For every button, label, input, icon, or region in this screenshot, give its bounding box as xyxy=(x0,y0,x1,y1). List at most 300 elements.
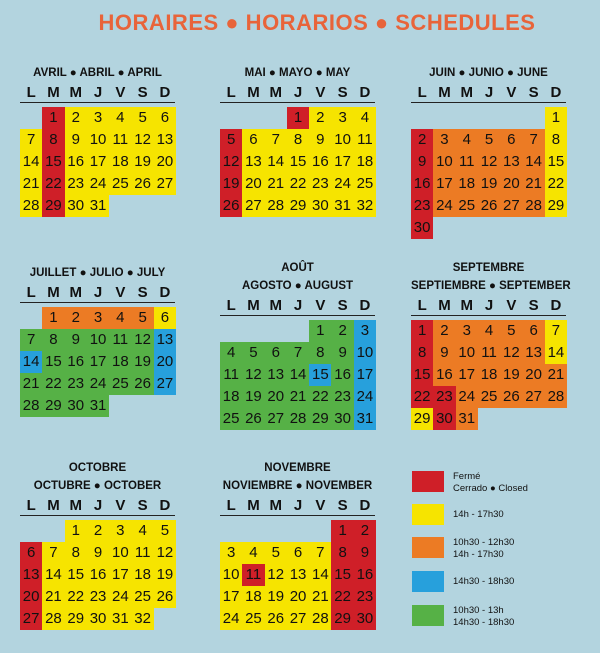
day-cell: 5 xyxy=(500,320,522,342)
month-calendar xyxy=(411,62,566,239)
day-cell: 23 xyxy=(331,386,353,408)
day-cell: 2 xyxy=(65,307,87,329)
day-cell: 4 xyxy=(109,107,131,129)
weekday-label: V xyxy=(115,84,126,101)
day-cell: 21 xyxy=(287,386,309,408)
weekday-label: S xyxy=(528,297,539,314)
day-cell: 18 xyxy=(109,151,131,173)
legend-label xyxy=(453,471,528,495)
weekday-header xyxy=(20,83,175,103)
day-cell: 19 xyxy=(154,564,176,586)
day-cell: 30 xyxy=(309,195,331,217)
day-cell: 16 xyxy=(411,173,433,195)
weekday-label: M xyxy=(438,297,451,314)
day-cell: 18 xyxy=(220,386,242,408)
day-cell: 2 xyxy=(433,320,455,342)
day-cell: 17 xyxy=(87,351,109,373)
empty-cell xyxy=(433,107,455,129)
legend-text-line: 10h30 - 12h30 xyxy=(453,537,515,548)
day-cell: 19 xyxy=(131,151,153,173)
day-cell: 7 xyxy=(545,320,567,342)
day-cell: 6 xyxy=(265,342,287,364)
month-name: OCTUBRE ● OCTOBER xyxy=(33,480,162,492)
day-cell: 8 xyxy=(287,129,309,151)
empty-cell xyxy=(456,107,478,129)
day-cell: 1 xyxy=(287,107,309,129)
weekday-header xyxy=(411,296,566,316)
empty-cell xyxy=(500,107,522,129)
day-cell: 6 xyxy=(287,542,309,564)
day-cell: 1 xyxy=(331,520,353,542)
weekday-label: S xyxy=(337,84,348,101)
day-cell: 22 xyxy=(42,373,64,395)
empty-cell xyxy=(478,107,500,129)
day-cell: 14 xyxy=(545,342,567,364)
weekday-label: S xyxy=(137,84,148,101)
day-cell: 29 xyxy=(545,195,567,217)
legend-text-line: 14h - 17h30 xyxy=(453,549,504,560)
day-cell: 22 xyxy=(411,386,433,408)
empty-cell xyxy=(20,107,42,129)
weekday-label: V xyxy=(506,84,517,101)
day-cell: 11 xyxy=(131,542,153,564)
day-cell: 15 xyxy=(42,351,64,373)
weekday-label: V xyxy=(506,297,517,314)
day-cell: 28 xyxy=(20,195,42,217)
day-cell: 20 xyxy=(154,151,176,173)
day-cell: 30 xyxy=(411,217,433,239)
day-cell: 25 xyxy=(220,408,242,430)
day-cell: 19 xyxy=(220,173,242,195)
day-cell: 27 xyxy=(500,195,522,217)
day-cell: 13 xyxy=(154,129,176,151)
empty-cell xyxy=(242,320,264,342)
weekday-label: L xyxy=(417,297,427,314)
day-cell: 14 xyxy=(522,151,544,173)
legend-label xyxy=(453,537,514,561)
weekday-label: D xyxy=(550,297,562,314)
day-cell: 25 xyxy=(478,386,500,408)
weekday-label: D xyxy=(159,84,171,101)
day-cell: 16 xyxy=(433,364,455,386)
day-cell: 28 xyxy=(309,608,331,630)
day-cell: 8 xyxy=(411,342,433,364)
day-cell: 29 xyxy=(65,608,87,630)
day-cell: 10 xyxy=(87,129,109,151)
weekday-label: M xyxy=(269,84,282,101)
day-cell: 12 xyxy=(500,342,522,364)
weekday-header xyxy=(220,83,375,103)
day-cell: 25 xyxy=(456,195,478,217)
day-cell: 28 xyxy=(265,195,287,217)
day-cell: 29 xyxy=(309,408,331,430)
day-cell: 18 xyxy=(131,564,153,586)
month-calendar xyxy=(220,262,375,430)
day-cell: 23 xyxy=(354,586,376,608)
day-cell: 11 xyxy=(242,564,264,586)
day-cell: 18 xyxy=(354,151,376,173)
weekday-label: L xyxy=(226,497,236,514)
weekday-label: M xyxy=(47,84,60,101)
day-cell: 14 xyxy=(265,151,287,173)
day-cell: 16 xyxy=(87,564,109,586)
weekday-label: J xyxy=(484,84,494,101)
day-cell: 11 xyxy=(220,364,242,386)
day-cell: 5 xyxy=(478,129,500,151)
day-cell: 8 xyxy=(545,129,567,151)
day-cell: 11 xyxy=(109,129,131,151)
day-cell: 11 xyxy=(354,129,376,151)
weekday-label: J xyxy=(484,297,494,314)
empty-cell xyxy=(242,520,264,542)
day-cell: 18 xyxy=(478,364,500,386)
day-cell: 21 xyxy=(42,586,64,608)
day-cell: 9 xyxy=(411,151,433,173)
weekday-label: L xyxy=(26,84,36,101)
day-cell: 10 xyxy=(433,151,455,173)
weekday-label: M xyxy=(247,497,260,514)
day-cell: 30 xyxy=(433,408,455,430)
empty-cell xyxy=(411,107,433,129)
day-cell: 31 xyxy=(87,395,109,417)
day-cell: 13 xyxy=(287,564,309,586)
day-cell: 5 xyxy=(220,129,242,151)
legend-swatch xyxy=(412,571,444,592)
day-cell: 22 xyxy=(65,586,87,608)
day-cell: 28 xyxy=(545,386,567,408)
day-cell: 30 xyxy=(331,408,353,430)
day-cell: 16 xyxy=(354,564,376,586)
day-cell: 5 xyxy=(131,107,153,129)
month-name: AGOSTO ● AUGUST xyxy=(241,280,354,292)
weekday-label: S xyxy=(137,284,148,301)
day-cell: 21 xyxy=(20,373,42,395)
weekday-label: V xyxy=(315,84,326,101)
day-cell: 23 xyxy=(87,586,109,608)
weekday-header xyxy=(220,296,375,316)
day-cell: 26 xyxy=(131,173,153,195)
weekday-label: J xyxy=(293,297,303,314)
day-cell: 27 xyxy=(287,608,309,630)
day-cell: 26 xyxy=(242,408,264,430)
day-cell: 2 xyxy=(309,107,331,129)
day-cell: 21 xyxy=(522,173,544,195)
day-cell: 7 xyxy=(20,329,42,351)
day-cell: 14 xyxy=(42,564,64,586)
day-cell: 7 xyxy=(265,129,287,151)
day-cell: 3 xyxy=(220,542,242,564)
day-cell: 11 xyxy=(478,342,500,364)
day-cell: 13 xyxy=(154,329,176,351)
day-cell: 12 xyxy=(220,151,242,173)
day-cell: 4 xyxy=(456,129,478,151)
day-cell: 2 xyxy=(65,107,87,129)
day-cell: 29 xyxy=(411,408,433,430)
day-cell: 20 xyxy=(265,386,287,408)
day-cell: 26 xyxy=(154,586,176,608)
day-cell: 8 xyxy=(42,329,64,351)
day-cell: 10 xyxy=(220,564,242,586)
weekday-label: J xyxy=(93,284,103,301)
day-cell: 25 xyxy=(109,173,131,195)
day-cell: 22 xyxy=(42,173,64,195)
weekday-label: J xyxy=(293,84,303,101)
day-cell: 30 xyxy=(65,195,87,217)
day-cell: 25 xyxy=(242,608,264,630)
day-cell: 4 xyxy=(109,307,131,329)
legend-text-line: Cerrado ● Closed xyxy=(453,483,528,494)
legend-text-line: 14h30 - 18h30 xyxy=(453,576,515,587)
month-name-line1: OCTOBRE xyxy=(68,462,127,474)
day-cell: 13 xyxy=(20,564,42,586)
weekday-label: M xyxy=(69,497,82,514)
weekday-label: M xyxy=(69,284,82,301)
day-cell: 14 xyxy=(309,564,331,586)
day-cell: 25 xyxy=(354,173,376,195)
day-cell: 22 xyxy=(287,173,309,195)
weekday-label: D xyxy=(550,84,562,101)
day-cell: 15 xyxy=(42,151,64,173)
day-grid xyxy=(220,320,375,430)
month-calendar xyxy=(220,62,375,217)
legend-text-line: 14h30 - 18h30 xyxy=(453,617,515,628)
day-cell: 22 xyxy=(309,386,331,408)
day-cell: 5 xyxy=(265,542,287,564)
legend-swatch xyxy=(412,605,444,626)
day-cell: 31 xyxy=(109,608,131,630)
day-cell: 6 xyxy=(154,307,176,329)
day-cell: 6 xyxy=(242,129,264,151)
weekday-label: L xyxy=(226,84,236,101)
empty-cell xyxy=(42,520,64,542)
day-cell: 31 xyxy=(456,408,478,430)
day-cell: 13 xyxy=(242,151,264,173)
day-cell: 27 xyxy=(242,195,264,217)
empty-cell xyxy=(220,520,242,542)
day-cell: 15 xyxy=(545,151,567,173)
day-cell: 27 xyxy=(154,373,176,395)
day-cell: 12 xyxy=(131,329,153,351)
weekday-label: M xyxy=(247,84,260,101)
day-cell: 27 xyxy=(154,173,176,195)
day-cell: 15 xyxy=(65,564,87,586)
day-cell: 21 xyxy=(265,173,287,195)
day-cell: 27 xyxy=(265,408,287,430)
month-calendar xyxy=(20,462,175,630)
day-cell: 10 xyxy=(331,129,353,151)
day-cell: 29 xyxy=(42,195,64,217)
day-cell: 28 xyxy=(20,395,42,417)
day-grid xyxy=(411,320,566,430)
day-cell: 17 xyxy=(331,151,353,173)
day-cell: 6 xyxy=(154,107,176,129)
day-cell: 21 xyxy=(20,173,42,195)
day-cell: 7 xyxy=(287,342,309,364)
day-cell: 32 xyxy=(354,195,376,217)
day-cell: 5 xyxy=(242,342,264,364)
day-cell: 4 xyxy=(131,520,153,542)
weekday-label: M xyxy=(269,297,282,314)
empty-cell xyxy=(20,520,42,542)
empty-cell xyxy=(309,520,331,542)
day-cell: 11 xyxy=(456,151,478,173)
weekday-label: L xyxy=(226,297,236,314)
legend-label xyxy=(453,576,514,588)
month-name: JUIN ● JUNIO ● JUNE xyxy=(429,67,548,79)
day-cell: 26 xyxy=(265,608,287,630)
day-cell: 27 xyxy=(20,608,42,630)
weekday-label: S xyxy=(337,497,348,514)
weekday-label: D xyxy=(159,497,171,514)
day-cell: 19 xyxy=(242,386,264,408)
day-cell: 19 xyxy=(500,364,522,386)
day-cell: 24 xyxy=(109,586,131,608)
day-cell: 20 xyxy=(287,586,309,608)
day-cell: 3 xyxy=(433,129,455,151)
day-cell: 2 xyxy=(331,320,353,342)
empty-cell xyxy=(220,107,242,129)
weekday-label: M xyxy=(247,297,260,314)
weekday-label: V xyxy=(115,284,126,301)
day-cell: 23 xyxy=(433,386,455,408)
weekday-label: J xyxy=(93,497,103,514)
month-calendar xyxy=(20,262,175,417)
day-cell: 26 xyxy=(220,195,242,217)
day-cell: 16 xyxy=(331,364,353,386)
weekday-label: M xyxy=(69,84,82,101)
legend-text-line: 14h - 17h30 xyxy=(453,509,504,520)
weekday-label: D xyxy=(359,84,371,101)
day-cell: 15 xyxy=(287,151,309,173)
day-cell: 17 xyxy=(109,564,131,586)
day-cell: 31 xyxy=(354,408,376,430)
day-cell: 3 xyxy=(354,320,376,342)
month-name-line1: AOÛT xyxy=(281,262,314,274)
weekday-label: S xyxy=(137,497,148,514)
day-cell: 20 xyxy=(500,173,522,195)
day-cell: 3 xyxy=(331,107,353,129)
day-cell: 17 xyxy=(220,586,242,608)
day-cell: 9 xyxy=(65,329,87,351)
day-cell: 21 xyxy=(545,364,567,386)
day-cell: 10 xyxy=(109,542,131,564)
month-name: SEPTIEMBRE ● SEPTEMBER xyxy=(411,280,571,292)
day-cell: 18 xyxy=(109,351,131,373)
month-name: NOVIEMBRE ● NOVEMBER xyxy=(222,480,373,492)
day-cell: 23 xyxy=(65,173,87,195)
legend-label xyxy=(453,605,514,629)
weekday-label: D xyxy=(359,497,371,514)
day-cell: 3 xyxy=(456,320,478,342)
day-cell: 1 xyxy=(42,307,64,329)
day-cell: 4 xyxy=(242,542,264,564)
day-cell: 24 xyxy=(354,386,376,408)
day-cell: 5 xyxy=(131,307,153,329)
day-cell: 9 xyxy=(354,542,376,564)
month-calendar xyxy=(220,462,375,630)
month-name-line1: SEPTEMBRE xyxy=(452,262,525,274)
day-cell: 26 xyxy=(478,195,500,217)
day-cell: 17 xyxy=(456,364,478,386)
weekday-header xyxy=(220,496,375,516)
day-cell: 20 xyxy=(522,364,544,386)
legend-swatch xyxy=(412,504,444,525)
day-cell: 14 xyxy=(20,151,42,173)
day-cell: 21 xyxy=(309,586,331,608)
day-cell: 14 xyxy=(287,364,309,386)
day-cell: 20 xyxy=(154,351,176,373)
day-cell: 19 xyxy=(131,351,153,373)
day-cell: 9 xyxy=(87,542,109,564)
weekday-label: S xyxy=(337,297,348,314)
day-cell: 2 xyxy=(411,129,433,151)
legend-swatch xyxy=(412,471,444,492)
day-cell: 17 xyxy=(354,364,376,386)
day-cell: 9 xyxy=(65,129,87,151)
day-cell: 30 xyxy=(65,395,87,417)
day-cell: 28 xyxy=(42,608,64,630)
day-cell: 8 xyxy=(65,542,87,564)
day-cell: 8 xyxy=(331,542,353,564)
day-cell: 1 xyxy=(411,320,433,342)
day-cell: 11 xyxy=(109,329,131,351)
weekday-header xyxy=(20,283,175,303)
day-grid xyxy=(220,520,375,630)
day-cell: 10 xyxy=(456,342,478,364)
day-cell: 17 xyxy=(87,151,109,173)
day-cell: 24 xyxy=(331,173,353,195)
day-cell: 5 xyxy=(154,520,176,542)
day-cell: 2 xyxy=(87,520,109,542)
day-cell: 27 xyxy=(522,386,544,408)
day-cell: 31 xyxy=(87,195,109,217)
weekday-label: L xyxy=(26,284,36,301)
weekday-label: M xyxy=(460,297,473,314)
empty-cell xyxy=(265,107,287,129)
day-cell: 8 xyxy=(309,342,331,364)
day-cell: 19 xyxy=(265,586,287,608)
month-calendar xyxy=(411,262,571,430)
weekday-label: M xyxy=(460,84,473,101)
day-cell: 30 xyxy=(87,608,109,630)
weekday-label: V xyxy=(315,497,326,514)
day-cell: 7 xyxy=(42,542,64,564)
legend-swatch xyxy=(412,537,444,558)
month-calendar xyxy=(20,62,175,217)
day-grid xyxy=(20,107,175,217)
day-cell: 6 xyxy=(20,542,42,564)
day-cell: 10 xyxy=(87,329,109,351)
weekday-label: J xyxy=(93,84,103,101)
day-cell: 13 xyxy=(522,342,544,364)
day-cell: 7 xyxy=(309,542,331,564)
weekday-label: M xyxy=(47,497,60,514)
weekday-label: S xyxy=(528,84,539,101)
empty-cell xyxy=(20,307,42,329)
day-cell: 16 xyxy=(65,151,87,173)
day-cell: 24 xyxy=(456,386,478,408)
day-cell: 29 xyxy=(331,608,353,630)
day-cell: 23 xyxy=(309,173,331,195)
weekday-label: L xyxy=(26,497,36,514)
day-cell: 19 xyxy=(478,173,500,195)
day-cell: 18 xyxy=(456,173,478,195)
day-cell: 30 xyxy=(354,608,376,630)
day-cell: 16 xyxy=(309,151,331,173)
day-cell: 29 xyxy=(42,395,64,417)
day-cell: 3 xyxy=(87,107,109,129)
day-cell: 24 xyxy=(87,373,109,395)
